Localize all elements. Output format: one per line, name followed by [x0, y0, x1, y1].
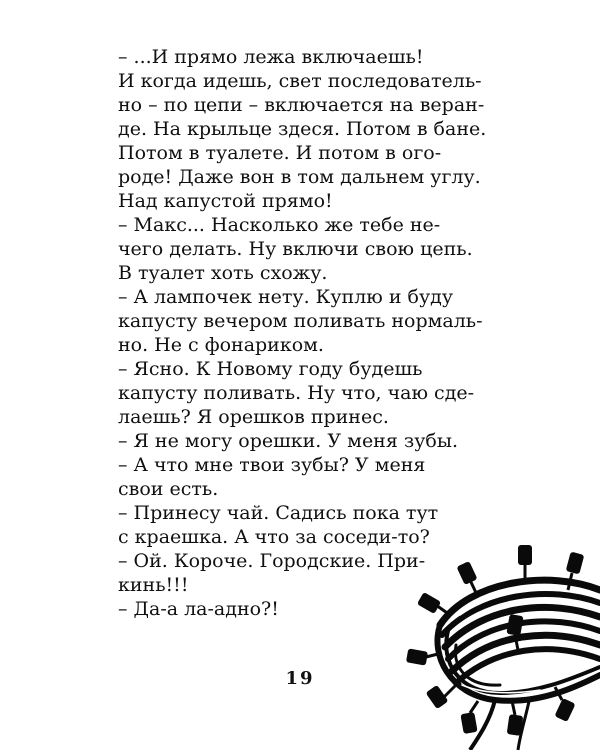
- text-line: – ...И прямо лежа включаешь!: [118, 46, 424, 68]
- text-line: с краешка. А что за соседи-то?: [118, 526, 430, 548]
- light-garland-icon: [400, 535, 600, 750]
- text-line: – Да-а ла-адно?!: [118, 598, 279, 620]
- text-line: – Макс... Насколько же тебе не-: [118, 214, 441, 236]
- text-line: – Принесу чай. Садись пока тут: [118, 502, 439, 524]
- text-line: Потом в туалете. И потом в ого-: [118, 142, 442, 164]
- text-line: И когда идешь, свет последователь-: [118, 70, 482, 92]
- page-number: 19: [285, 668, 315, 689]
- text-line: – А что мне твои зубы? У меня: [118, 454, 426, 476]
- text-line: роде! Даже вон в том дальнем углу.: [118, 166, 481, 188]
- text-line: капусту вечером поливать нормаль-: [118, 310, 483, 332]
- text-line: кинь!!!: [118, 574, 189, 596]
- text-line: свои есть.: [118, 478, 219, 500]
- text-line: капусту поливать. Ну что, чаю сде-: [118, 382, 475, 404]
- text-line: – А лампочек нету. Куплю и буду: [118, 286, 454, 308]
- text-line: чего делать. Ну включи свою цепь.: [118, 238, 473, 260]
- text-line: – Ясно. К Новому году будешь: [118, 358, 423, 380]
- text-line: но. Не с фонариком.: [118, 334, 324, 356]
- text-line: де. На крыльце здеся. Потом в бане.: [118, 118, 487, 140]
- text-line: Над капустой прямо!: [118, 190, 333, 212]
- text-line: но – по цепи – включается на веран-: [118, 94, 485, 116]
- text-line: – Я не могу орешки. У меня зубы.: [118, 430, 459, 452]
- text-line: лаешь? Я орешков принес.: [118, 406, 389, 428]
- text-line: В туалет хоть схожу.: [118, 262, 328, 284]
- text-line: – Ой. Короче. Городские. При-: [118, 550, 426, 572]
